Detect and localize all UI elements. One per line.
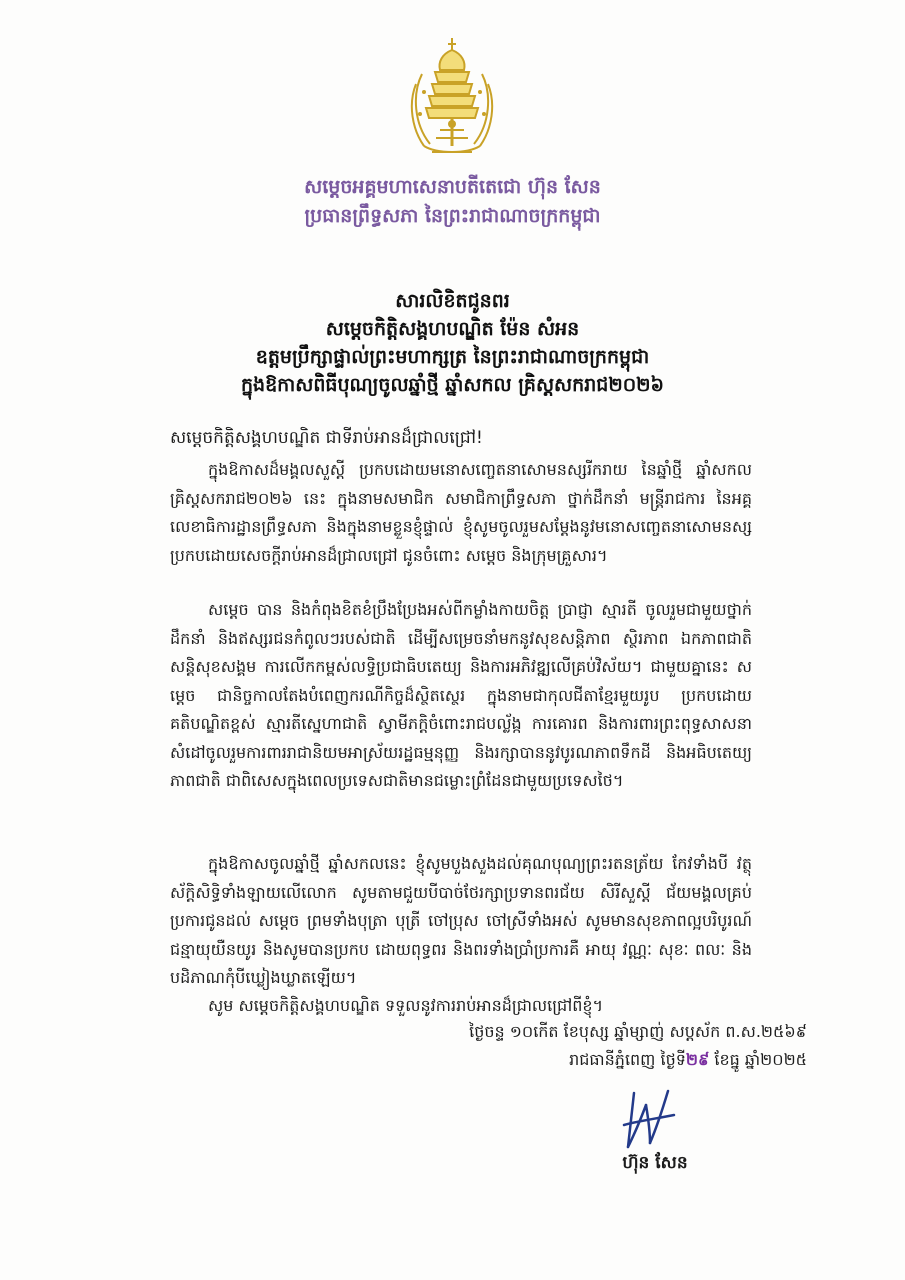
place-date-prefix: រាជធានីភ្នំពេញ ថ្ងៃទី — [569, 1050, 686, 1069]
place-date-day: ២៩ — [685, 1050, 710, 1069]
recipient-name: សម្តេចកិត្តិសង្គហបណ្ឌិត ម៉ែន សំអន — [325, 318, 580, 340]
letter-title: សារលិខិតជូនពរ — [395, 290, 510, 312]
paragraph-4 — [170, 992, 752, 1021]
paragraph-1-text: ក្នុងឱកាសដ៏មង្គលសួស្តី ប្រកបដោយមនោសញ្ចេតនាសោមនស្សរីករាយ នៃឆ្នាំថ្មី ឆ្នាំសកល គ្រិស្តសករាជ២០២៦ នេះ ក្នុងនាមសមាជិក សមាជិកាព្រឹទ្ធសភា ថ្នាក់ដឹកនាំ មន្ត្រីរាជការ នៃអគ្គលេខាធិការដ្ឋានព្រឹទ្ធសភា និងក្នុងនាមខ្លួនខ្ញុំផ្ទាល់ ខ្ញុំសូមចូលរួមសម្តែងនូវមនោសញ្ចេតនាសោមនស្ស ប្រកបដោយសេចក្តីរាប់អានដ៏ជ្រាលជ្រៅ ជូនចំពោះ សម្តេច និងក្រុមគ្រួសារ។ — [170, 460, 752, 565]
paragraph-2 — [170, 596, 752, 796]
paragraph-1 — [170, 456, 752, 570]
senate-emblem-icon — [402, 34, 502, 164]
place-date — [569, 1046, 807, 1074]
sender-position: ប្រធានព្រឹទ្ធសភា នៃព្រះរាជាណាចក្រកម្ពុជា — [304, 205, 601, 227]
paragraph-3-text: ក្នុងឱកាសចូលឆ្នាំថ្មី ឆ្នាំសកលនេះ ខ្ញុំសូមបួងសួងដល់គុណបុណ្យព្រះរតនត្រ័យ កែវទាំងបី វត្ថុស័ក្តិសិទ្ធិទាំងឡាយលើលោក សូមតាមជួយបីបាច់ថែរក្សាប្រទានពរជ័យ សិរីសួស្តី ជ័យមង្គលគ្រប់ប្រការជូនដល់ សម្តេច ព្រមទាំងបុត្រា បុត្រី ចៅប្រុស ចៅស្រីទាំងអស់ សូមមានសុខភាពល្អបរិបូរណ៍ ជន្មាយុយឺនយូរ និងសូមបានប្រកប ដោយពុទ្ធពរ និងពរទាំងប្រាំប្រការគឺ អាយុ វណ្ណៈ សុខៈ ពលៈ និងបដិភាណកុំបីឃ្លៀងឃ្លាតឡើយ។ — [170, 854, 752, 987]
paragraph-2-text: សម្តេច បាន និងកំពុងខិតខំប្រឹងប្រែងអស់ពីកម្លាំងកាយចិត្ត ប្រាជ្ញា ស្មារតី ចូលរួមជាមួយថ្នាក់ដឹកនាំ និងឥស្សរជនកំពូលៗរបស់ជាតិ ដើម្បីសម្រេចនាំមកនូវសុខសន្តិភាព ស្ថិរភាព ឯកភាពជាតិ សន្តិសុខសង្គម ការលើកកម្ពស់លទ្ធិប្រជាធិបតេយ្យ និងការអភិវឌ្ឍលើគ្រប់វិស័យ។ ជាមួយគ្នានេះ សម្តេច ជានិច្ចកាលតែងបំពេញករណីកិច្ចដ៏ស្ថិតស្ថេរ ក្នុងនាមជាកុលជីតាខ្មែរមួយរូប ប្រកបដោយគតិបណ្ឌិតខ្ពស់ ស្មារតីស្នេហាជាតិ ស្វាមីភក្តិចំពោះរាជបល្ល័ង្ក ការគោរព និងការពារព្រះពុទ្ធសាសនា សំដៅចូលរួមការពាររាជានិយមអាស្រ័យរដ្ឋធម្មនុញ្ញ និងរក្សាបាននូវបូរណភាពទឹកដី និងអធិបតេយ្យភាពជាតិ ជាពិសេសក្នុងពេលប្រទេសជាតិមានជម្លោះព្រំដែនជាមួយប្រទេសថៃ។ — [170, 600, 752, 790]
lunar-date: ថ្ងៃចន្ទ ១០កើត ខែបុស្ស ឆ្នាំម្សាញ់ សប្តស័ក ព.ស.២៥៦៩ — [469, 1022, 807, 1041]
salutation: សម្តេចកិត្តិសង្គហបណ្ឌិត ជាទីរាប់អានដ៏ជ្រាលជ្រៅ! — [170, 428, 483, 448]
handwritten-signature — [620, 1085, 680, 1155]
sender-title: សម្តេចអគ្គមហាសេនាបតីតេជោ ហ៊ុន សែន — [304, 176, 601, 198]
recipient-position: ឧត្តមប្រឹក្សាផ្ទាល់ព្រះមហាក្សត្រ នៃព្រះរាជាណាចក្រកម្ពុជា — [255, 346, 650, 368]
paragraph-4-text: សូម សម្តេចកិត្តិសង្គហបណ្ឌិត ទទួលនូវការរាប់អានដ៏ជ្រាលជ្រៅពីខ្ញុំ។ — [208, 996, 604, 1015]
signer-name: ហ៊ុន សែន — [622, 1153, 688, 1173]
occasion-line: ក្នុងឱកាសពិធីបុណ្យចូលឆ្នាំថ្មី ឆ្នាំសកល គ្រិស្តសករាជ២០២៦ — [240, 374, 664, 396]
place-date-suffix: ខែធ្នូ ឆ្នាំ២០២៥ — [709, 1050, 807, 1069]
paragraph-3 — [170, 850, 752, 993]
